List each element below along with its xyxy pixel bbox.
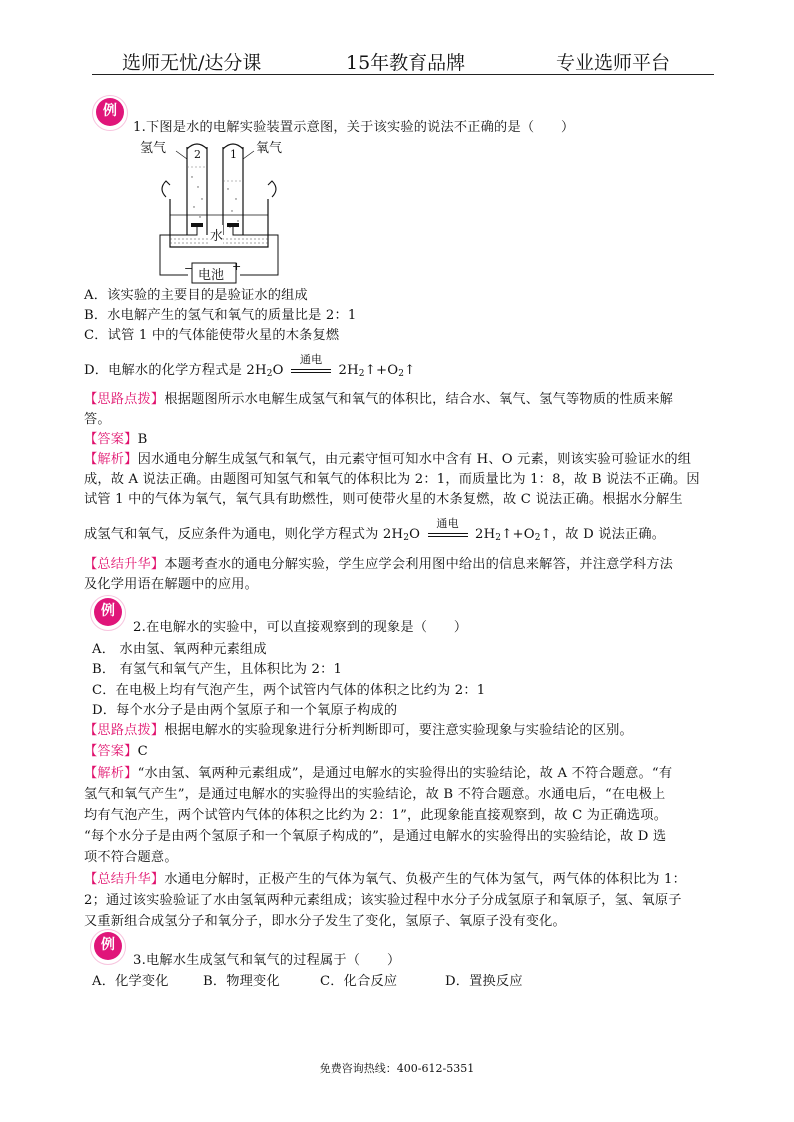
q1-explanation-3: 试管 1 中的气体为氧气，氧气具有助燃性，则可使带火星的木条复燃，故 C 说法正确。根据水分解生 [84,492,683,507]
q2-explanation-3: 均有气泡产生，两个试管内气体的体积之比约为 2：1”，此现象能直接观察到，故 C 为正确选项。 [84,808,668,823]
header-center: 15年教育品牌 [346,52,466,74]
q1-hint-cont: 答。 [84,412,111,427]
header-right: 专业选师平台 [556,52,671,74]
example-badge-icon: 例 [96,98,124,126]
q1-summary-2: 及化学用语在解题中的应用。 [84,577,259,592]
q2-stem: 2.在电解水的实验中，可以直接观察到的现象是（ ） [133,620,468,635]
q3-option-c: C．化合反应 [320,974,398,989]
electrolysis-diagram [140,137,300,289]
example-badge-icon: 例 [94,598,122,626]
example-badge-icon: 例 [94,932,122,960]
q1-explanation-4: 成氢气和氧气，反应条件为通电，则化学方程式为 $2H_2O$ 通电 $2H_2↑+O_2↑$，故 D 说法正确。 [84,517,666,543]
reaction-condition: 通电 [288,361,334,381]
q2-explanation-5: 项不符合题意。 [84,850,178,865]
q2-option-c: C．在电极上均有气泡产生，两个试管内气体的体积之比约为 2：1 [92,683,486,698]
q1-explanation-2: 成，故 A 说法正确。由题图可知氢气和氧气的体积比为 2：1，而质量比为 1：8，故 B 说法不正确。因 [84,472,700,487]
q1-stem: 1.下图是水的电解实验装置示意图，关于该实验的说法不正确的是（ ） [133,120,575,135]
diagram-label-hydrogen: 氢气 [140,141,167,156]
q1-option-d: D．电解水的化学方程式是 $2H_2O$ 通电 $2H_2↑+O_2↑$ [84,353,416,379]
q2-option-a: A． 水由氢、氧两种元素组成 [92,642,267,657]
q2-explanation-4: “每个水分子是由两个氢原子和一个氧原子构成的”，是通过电解水的实验得出的实验结论，故 D 选 [84,829,667,844]
diagram-label-water: 水 [210,225,223,244]
diagram-label-tube2: 2 [194,148,201,161]
q1-option-a: A．该实验的主要目的是验证水的组成 [84,288,308,303]
q2-summary-2: 2；通过该实验验证了水由氢氧两种元素组成；该实验过程中水分子分成氢原子和氧原子，氢、氧原子 [84,893,682,908]
q2-option-d: D．每个水分子是由两个氢原子和一个氧原子构成的 [92,703,398,718]
q3-option-a: A．化学变化 [92,974,169,989]
q2-answer: 【答案】C [84,744,148,759]
q2-hint: 【思路点拨】根据电解水的实验现象进行分析判断即可，要注意实验现象与实验结论的区别。 [84,723,633,738]
q1-option-c: C．试管 1 中的气体能使带火星的木条复燃 [84,328,340,343]
diagram-label-minus: − [184,262,194,275]
diagram-label-tube1: 1 [230,148,237,161]
q1-explanation-1: 【解析】因水通电分解生成氢气和氧气，由元素守恒可知水中含有 H、O 元素，则该实验可验证水的组 [84,452,692,467]
reaction-condition-2: 通电 [425,525,471,545]
q2-option-b: B． 有氢气和氧气产生，且体积比为 2：1 [92,662,343,677]
q3-option-d: D．置换反应 [445,974,523,989]
q2-explanation-2: 氢气和氧气产生”，是通过电解水的实验得出的实验结论，故 B 不符合题意。水通电后，“在电极上 [84,787,666,802]
q3-option-b: B．物理变化 [203,974,280,989]
q2-summary-3: 又重新组合成氢分子和氧分子，即水分子发生了变化，氢原子、氧原子没有变化。 [84,914,566,929]
q3-stem: 3.电解水生成氢气和氧气的过程属于（ ） [133,953,401,968]
diagram-label-battery: 电池 [198,268,225,283]
diagram-label-oxygen: 氧气 [256,141,283,156]
q1-hint: 【思路点拨】根据题图所示水电解生成氢气和氧气的体积比，结合水、氧气、氢气等物质的性质来解 [84,392,674,407]
q2-summary-1: 【总结升华】水通电分解时，正极产生的气体为氧气、负极产生的气体为氢气，两气体的体积比为 1： [84,872,687,887]
q1-answer: 【答案】B [84,432,148,447]
q1-option-b: B．水电解产生的氢气和氧气的质量比是 2：1 [84,308,357,323]
q1-summary-1: 【总结升华】本题考查水的通电分解实验，学生应学会利用图中给出的信息来解答，并注意学科方法 [84,557,674,572]
header-divider [92,74,714,75]
footer-hotline: 免费咨询热线：400-612-5351 [319,1062,475,1075]
diagram-label-plus: + [232,260,242,273]
q2-explanation-1: 【解析】“水由氢、氧两种元素组成”，是通过电解水的实验得出的实验结论，故 A 不符合题意。“有 [84,766,673,781]
header-left: 选师无忧/达分课 [122,52,262,74]
